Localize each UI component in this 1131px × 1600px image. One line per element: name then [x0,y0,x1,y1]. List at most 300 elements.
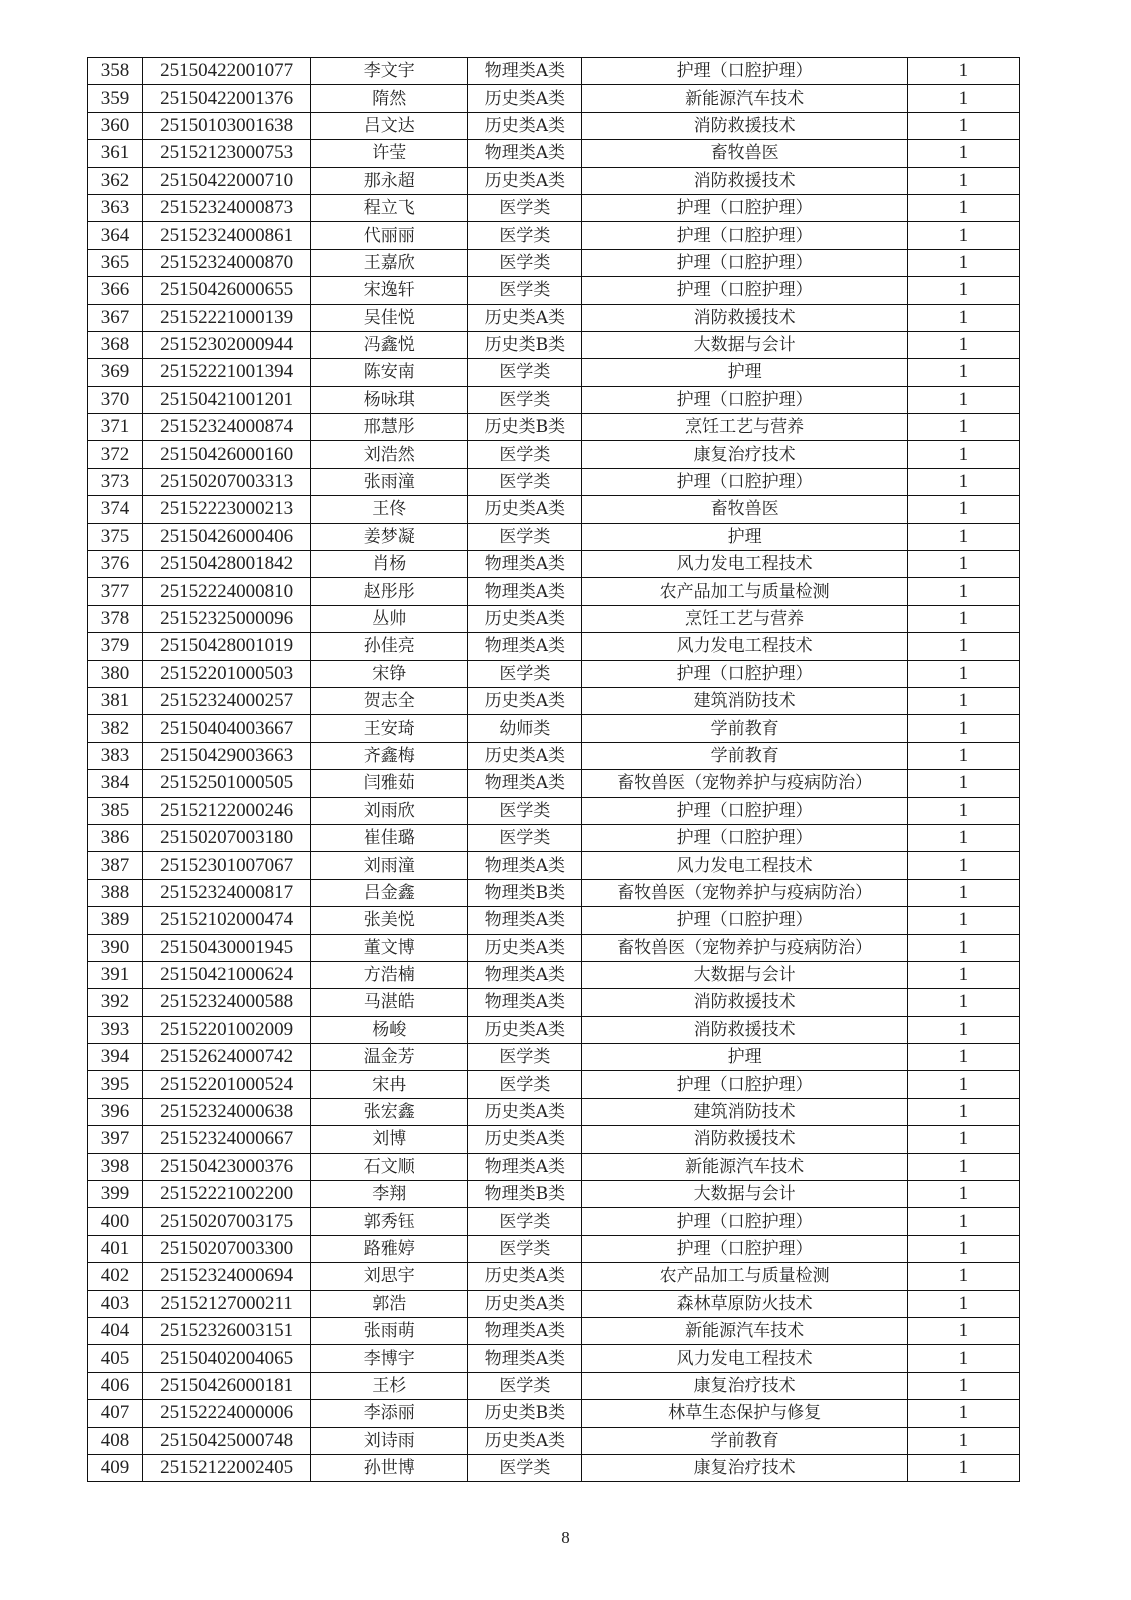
table-row [88,194,1020,221]
count-cell: 1 [907,1263,1019,1290]
table-row [88,496,1020,523]
student-name-cell: 丛帅 [311,605,468,632]
table-row [88,605,1020,632]
major-cell: 烹饪工艺与营养 [582,605,907,632]
student-name-cell: 张雨萌 [311,1317,468,1344]
exam-number-cell: 25150429003663 [143,742,311,769]
major-cell: 畜牧兽医（宠物养护与疫病防治） [582,879,907,906]
exam-number-cell: 25152324000667 [143,1126,311,1153]
major-cell: 消防救援技术 [582,989,907,1016]
table-row [88,441,1020,468]
row-index-cell: 387 [88,852,143,879]
row-index-cell: 370 [88,386,143,413]
student-name-cell: 宋冉 [311,1071,468,1098]
subject-category-cell: 幼师类 [468,715,582,742]
table-row [88,633,1020,660]
row-index-cell: 402 [88,1263,143,1290]
student-name-cell: 孙佳亮 [311,633,468,660]
exam-number-cell: 25152324000873 [143,194,311,221]
subject-category-cell: 物理类A类 [468,633,582,660]
count-cell: 1 [907,934,1019,961]
exam-number-cell: 25152324000817 [143,879,311,906]
student-name-cell: 路雅婷 [311,1235,468,1262]
student-name-cell: 李文宇 [311,58,468,85]
row-index-cell: 383 [88,742,143,769]
exam-number-cell: 25150402004065 [143,1345,311,1372]
exam-number-cell: 25150103001638 [143,112,311,139]
subject-category-cell: 物理类A类 [468,551,582,578]
table-row [88,989,1020,1016]
row-index-cell: 377 [88,578,143,605]
row-index-cell: 363 [88,194,143,221]
exam-number-cell: 25150207003313 [143,468,311,495]
student-name-cell: 董文博 [311,934,468,961]
major-cell: 森林草原防火技术 [582,1290,907,1317]
subject-category-cell: 医学类 [468,277,582,304]
student-name-cell: 李博宇 [311,1345,468,1372]
count-cell: 1 [907,961,1019,988]
student-name-cell: 刘诗雨 [311,1427,468,1454]
table-row [88,1400,1020,1427]
major-cell: 风力发电工程技术 [582,633,907,660]
major-cell: 消防救援技术 [582,167,907,194]
student-name-cell: 王安琦 [311,715,468,742]
subject-category-cell: 历史类A类 [468,496,582,523]
table-row [88,277,1020,304]
table-row [88,85,1020,112]
student-name-cell: 宋逸轩 [311,277,468,304]
table-row [88,304,1020,331]
major-cell: 新能源汽车技术 [582,1317,907,1344]
table-row [88,1263,1020,1290]
student-name-cell: 刘雨潼 [311,852,468,879]
major-cell: 护理 [582,359,907,386]
subject-category-cell: 医学类 [468,1372,582,1399]
major-cell: 学前教育 [582,715,907,742]
count-cell: 1 [907,249,1019,276]
subject-category-cell: 物理类A类 [468,961,582,988]
table-row [88,879,1020,906]
student-name-cell: 陈安南 [311,359,468,386]
table-row [88,907,1020,934]
count-cell: 1 [907,824,1019,851]
subject-category-cell: 医学类 [468,1044,582,1071]
subject-category-cell: 物理类B类 [468,879,582,906]
count-cell: 1 [907,715,1019,742]
major-cell: 护理（口腔护理） [582,1235,907,1262]
exam-number-cell: 25152201000503 [143,660,311,687]
count-cell: 1 [907,551,1019,578]
subject-category-cell: 历史类A类 [468,85,582,112]
major-cell: 康复治疗技术 [582,1454,907,1481]
count-cell: 1 [907,304,1019,331]
student-name-cell: 刘浩然 [311,441,468,468]
student-name-cell: 邢慧彤 [311,414,468,441]
count-cell: 1 [907,742,1019,769]
exam-number-cell: 25152122002405 [143,1454,311,1481]
row-index-cell: 391 [88,961,143,988]
major-cell: 大数据与会计 [582,961,907,988]
row-index-cell: 389 [88,907,143,934]
exam-number-cell: 25150422001376 [143,85,311,112]
major-cell: 学前教育 [582,742,907,769]
major-cell: 护理（口腔护理） [582,824,907,851]
count-cell: 1 [907,1345,1019,1372]
major-cell: 新能源汽车技术 [582,1153,907,1180]
row-index-cell: 386 [88,824,143,851]
count-cell: 1 [907,468,1019,495]
count-cell: 1 [907,879,1019,906]
subject-category-cell: 医学类 [468,824,582,851]
student-name-cell: 吕金鑫 [311,879,468,906]
subject-category-cell: 历史类A类 [468,934,582,961]
major-cell: 护理（口腔护理） [582,660,907,687]
table-row [88,1235,1020,1262]
table-row [88,551,1020,578]
row-index-cell: 362 [88,167,143,194]
row-index-cell: 361 [88,140,143,167]
row-index-cell: 397 [88,1126,143,1153]
exam-number-cell: 25150207003300 [143,1235,311,1262]
table-row [88,222,1020,249]
count-cell: 1 [907,1044,1019,1071]
subject-category-cell: 历史类A类 [468,1263,582,1290]
table-row [88,1016,1020,1043]
row-index-cell: 409 [88,1454,143,1481]
student-name-cell: 温金芳 [311,1044,468,1071]
table-row [88,249,1020,276]
exam-number-cell: 25150428001019 [143,633,311,660]
row-index-cell: 364 [88,222,143,249]
student-name-cell: 闫雅茹 [311,770,468,797]
row-index-cell: 358 [88,58,143,85]
row-index-cell: 404 [88,1317,143,1344]
student-name-cell: 张雨潼 [311,468,468,495]
subject-category-cell: 医学类 [468,1454,582,1481]
row-index-cell: 367 [88,304,143,331]
student-name-cell: 吴佳悦 [311,304,468,331]
row-index-cell: 376 [88,551,143,578]
page-number: 8 [561,1528,570,1547]
count-cell: 1 [907,1153,1019,1180]
exam-number-cell: 25152123000753 [143,140,311,167]
major-cell: 消防救援技术 [582,1126,907,1153]
row-index-cell: 406 [88,1372,143,1399]
count-cell: 1 [907,85,1019,112]
subject-category-cell: 历史类A类 [468,1016,582,1043]
student-name-cell: 王佟 [311,496,468,523]
subject-category-cell: 历史类A类 [468,1290,582,1317]
table-row [88,1372,1020,1399]
subject-category-cell: 历史类A类 [468,167,582,194]
exam-number-cell: 25152224000810 [143,578,311,605]
subject-category-cell: 历史类A类 [468,304,582,331]
table-row [88,112,1020,139]
count-cell: 1 [907,1208,1019,1235]
major-cell: 畜牧兽医（宠物养护与疫病防治） [582,934,907,961]
table-row [88,331,1020,358]
major-cell: 大数据与会计 [582,331,907,358]
table-row [88,167,1020,194]
major-cell: 康复治疗技术 [582,441,907,468]
major-cell: 畜牧兽医（宠物养护与疫病防治） [582,770,907,797]
exam-number-cell: 25152221001394 [143,359,311,386]
table-row [88,386,1020,413]
student-name-cell: 孙世博 [311,1454,468,1481]
exam-number-cell: 25150426000406 [143,523,311,550]
subject-category-cell: 物理类B类 [468,1181,582,1208]
exam-number-cell: 25152301007067 [143,852,311,879]
major-cell: 大数据与会计 [582,1181,907,1208]
count-cell: 1 [907,1016,1019,1043]
student-name-cell: 赵彤彤 [311,578,468,605]
table-row [88,140,1020,167]
student-name-cell: 程立飞 [311,194,468,221]
major-cell: 康复治疗技术 [582,1372,907,1399]
table-row [88,468,1020,495]
count-cell: 1 [907,112,1019,139]
row-index-cell: 378 [88,605,143,632]
row-index-cell: 380 [88,660,143,687]
major-cell: 农产品加工与质量检测 [582,578,907,605]
row-index-cell: 393 [88,1016,143,1043]
major-cell: 烹饪工艺与营养 [582,414,907,441]
student-name-cell: 李添丽 [311,1400,468,1427]
count-cell: 1 [907,1098,1019,1125]
exam-number-cell: 25152221000139 [143,304,311,331]
row-index-cell: 388 [88,879,143,906]
row-index-cell: 408 [88,1427,143,1454]
subject-category-cell: 医学类 [468,222,582,249]
subject-category-cell: 历史类A类 [468,1098,582,1125]
row-index-cell: 385 [88,797,143,824]
count-cell: 1 [907,660,1019,687]
exam-number-cell: 25152201002009 [143,1016,311,1043]
subject-category-cell: 物理类A类 [468,1317,582,1344]
subject-category-cell: 医学类 [468,1071,582,1098]
major-cell: 农产品加工与质量检测 [582,1263,907,1290]
subject-category-cell: 医学类 [468,1208,582,1235]
student-name-cell: 姜梦凝 [311,523,468,550]
major-cell: 护理（口腔护理） [582,468,907,495]
row-index-cell: 403 [88,1290,143,1317]
subject-category-cell: 物理类A类 [468,140,582,167]
count-cell: 1 [907,687,1019,714]
row-index-cell: 384 [88,770,143,797]
major-cell: 新能源汽车技术 [582,85,907,112]
student-name-cell: 王杉 [311,1372,468,1399]
row-index-cell: 407 [88,1400,143,1427]
table-row [88,1454,1020,1481]
subject-category-cell: 历史类B类 [468,414,582,441]
student-name-cell: 肖杨 [311,551,468,578]
major-cell: 消防救援技术 [582,304,907,331]
table-row [88,742,1020,769]
table-row [88,414,1020,441]
major-cell: 畜牧兽医 [582,140,907,167]
table-row [88,1098,1020,1125]
student-name-cell: 刘博 [311,1126,468,1153]
major-cell: 护理（口腔护理） [582,277,907,304]
exam-number-cell: 25152221002200 [143,1181,311,1208]
count-cell: 1 [907,1427,1019,1454]
table-row [88,1208,1020,1235]
count-cell: 1 [907,441,1019,468]
row-index-cell: 371 [88,414,143,441]
count-cell: 1 [907,1126,1019,1153]
count-cell: 1 [907,1235,1019,1262]
major-cell: 护理（口腔护理） [582,58,907,85]
subject-category-cell: 物理类A类 [468,58,582,85]
table-row [88,1317,1020,1344]
table-row [88,578,1020,605]
count-cell: 1 [907,414,1019,441]
row-index-cell: 382 [88,715,143,742]
subject-category-cell: 历史类A类 [468,742,582,769]
exam-number-cell: 25150426000160 [143,441,311,468]
row-index-cell: 374 [88,496,143,523]
subject-category-cell: 医学类 [468,194,582,221]
major-cell: 风力发电工程技术 [582,852,907,879]
student-name-cell: 崔佳璐 [311,824,468,851]
count-cell: 1 [907,1400,1019,1427]
subject-category-cell: 物理类A类 [468,852,582,879]
exam-number-cell: 25150428001842 [143,551,311,578]
student-name-cell: 张宏鑫 [311,1098,468,1125]
subject-category-cell: 历史类A类 [468,1126,582,1153]
count-cell: 1 [907,578,1019,605]
subject-category-cell: 医学类 [468,359,582,386]
table-row [88,770,1020,797]
student-name-cell: 张美悦 [311,907,468,934]
subject-category-cell: 物理类A类 [468,578,582,605]
count-cell: 1 [907,989,1019,1016]
student-name-cell: 许莹 [311,140,468,167]
student-name-cell: 方浩楠 [311,961,468,988]
student-name-cell: 那永超 [311,167,468,194]
table-row [88,1290,1020,1317]
table-row [88,1153,1020,1180]
table-row [88,715,1020,742]
count-cell: 1 [907,523,1019,550]
row-index-cell: 373 [88,468,143,495]
major-cell: 护理（口腔护理） [582,1208,907,1235]
student-name-cell: 冯鑫悦 [311,331,468,358]
student-name-cell: 郭浩 [311,1290,468,1317]
exam-number-cell: 25152324000874 [143,414,311,441]
table-row [88,1345,1020,1372]
count-cell: 1 [907,907,1019,934]
exam-number-cell: 25152324000638 [143,1098,311,1125]
row-index-cell: 398 [88,1153,143,1180]
table-row [88,1427,1020,1454]
subject-category-cell: 历史类A类 [468,112,582,139]
row-index-cell: 390 [88,934,143,961]
major-cell: 护理（口腔护理） [582,1071,907,1098]
subject-category-cell: 医学类 [468,249,582,276]
exam-number-cell: 25150426000181 [143,1372,311,1399]
subject-category-cell: 历史类B类 [468,1400,582,1427]
row-index-cell: 396 [88,1098,143,1125]
subject-category-cell: 历史类A类 [468,687,582,714]
major-cell: 护理（口腔护理） [582,222,907,249]
student-name-cell: 贺志全 [311,687,468,714]
student-name-cell: 郭秀钰 [311,1208,468,1235]
count-cell: 1 [907,359,1019,386]
table-row [88,961,1020,988]
exam-number-cell: 25152324000870 [143,249,311,276]
subject-category-cell: 医学类 [468,523,582,550]
table-row [88,824,1020,851]
major-cell: 护理（口腔护理） [582,386,907,413]
subject-category-cell: 物理类A类 [468,1345,582,1372]
major-cell: 风力发电工程技术 [582,1345,907,1372]
count-cell: 1 [907,797,1019,824]
exam-number-cell: 25152122000246 [143,797,311,824]
exam-number-cell: 25152325000096 [143,605,311,632]
count-cell: 1 [907,1454,1019,1481]
row-index-cell: 360 [88,112,143,139]
major-cell: 消防救援技术 [582,112,907,139]
major-cell: 建筑消防技术 [582,1098,907,1125]
row-index-cell: 381 [88,687,143,714]
exam-number-cell: 25152326003151 [143,1317,311,1344]
exam-number-cell: 25152224000006 [143,1400,311,1427]
major-cell: 护理 [582,523,907,550]
row-index-cell: 392 [88,989,143,1016]
subject-category-cell: 物理类A类 [468,770,582,797]
count-cell: 1 [907,331,1019,358]
row-index-cell: 405 [88,1345,143,1372]
student-name-cell: 隋然 [311,85,468,112]
table-row [88,523,1020,550]
exam-number-cell: 25152324000694 [143,1263,311,1290]
count-cell: 1 [907,194,1019,221]
table-row [88,934,1020,961]
table-row [88,797,1020,824]
student-name-cell: 杨峻 [311,1016,468,1043]
exam-number-cell: 25152127000211 [143,1290,311,1317]
student-name-cell: 王嘉欣 [311,249,468,276]
row-index-cell: 394 [88,1044,143,1071]
row-index-cell: 369 [88,359,143,386]
row-index-cell: 401 [88,1235,143,1262]
exam-number-cell: 25152324000588 [143,989,311,1016]
subject-category-cell: 物理类A类 [468,907,582,934]
subject-category-cell: 物理类A类 [468,1153,582,1180]
major-cell: 护理（口腔护理） [582,907,907,934]
subject-category-cell: 历史类B类 [468,331,582,358]
subject-category-cell: 医学类 [468,386,582,413]
exam-number-cell: 25152324000257 [143,687,311,714]
subject-category-cell: 历史类A类 [468,1427,582,1454]
subject-category-cell: 医学类 [468,797,582,824]
count-cell: 1 [907,386,1019,413]
exam-number-cell: 25152201000524 [143,1071,311,1098]
exam-number-cell: 25152302000944 [143,331,311,358]
exam-number-cell: 25150423000376 [143,1153,311,1180]
table-row [88,852,1020,879]
count-cell: 1 [907,1290,1019,1317]
student-name-cell: 宋铮 [311,660,468,687]
count-cell: 1 [907,1317,1019,1344]
row-index-cell: 399 [88,1181,143,1208]
exam-number-cell: 25150422001077 [143,58,311,85]
major-cell: 护理（口腔护理） [582,797,907,824]
exam-number-cell: 25150421000624 [143,961,311,988]
major-cell: 消防救援技术 [582,1016,907,1043]
row-index-cell: 372 [88,441,143,468]
